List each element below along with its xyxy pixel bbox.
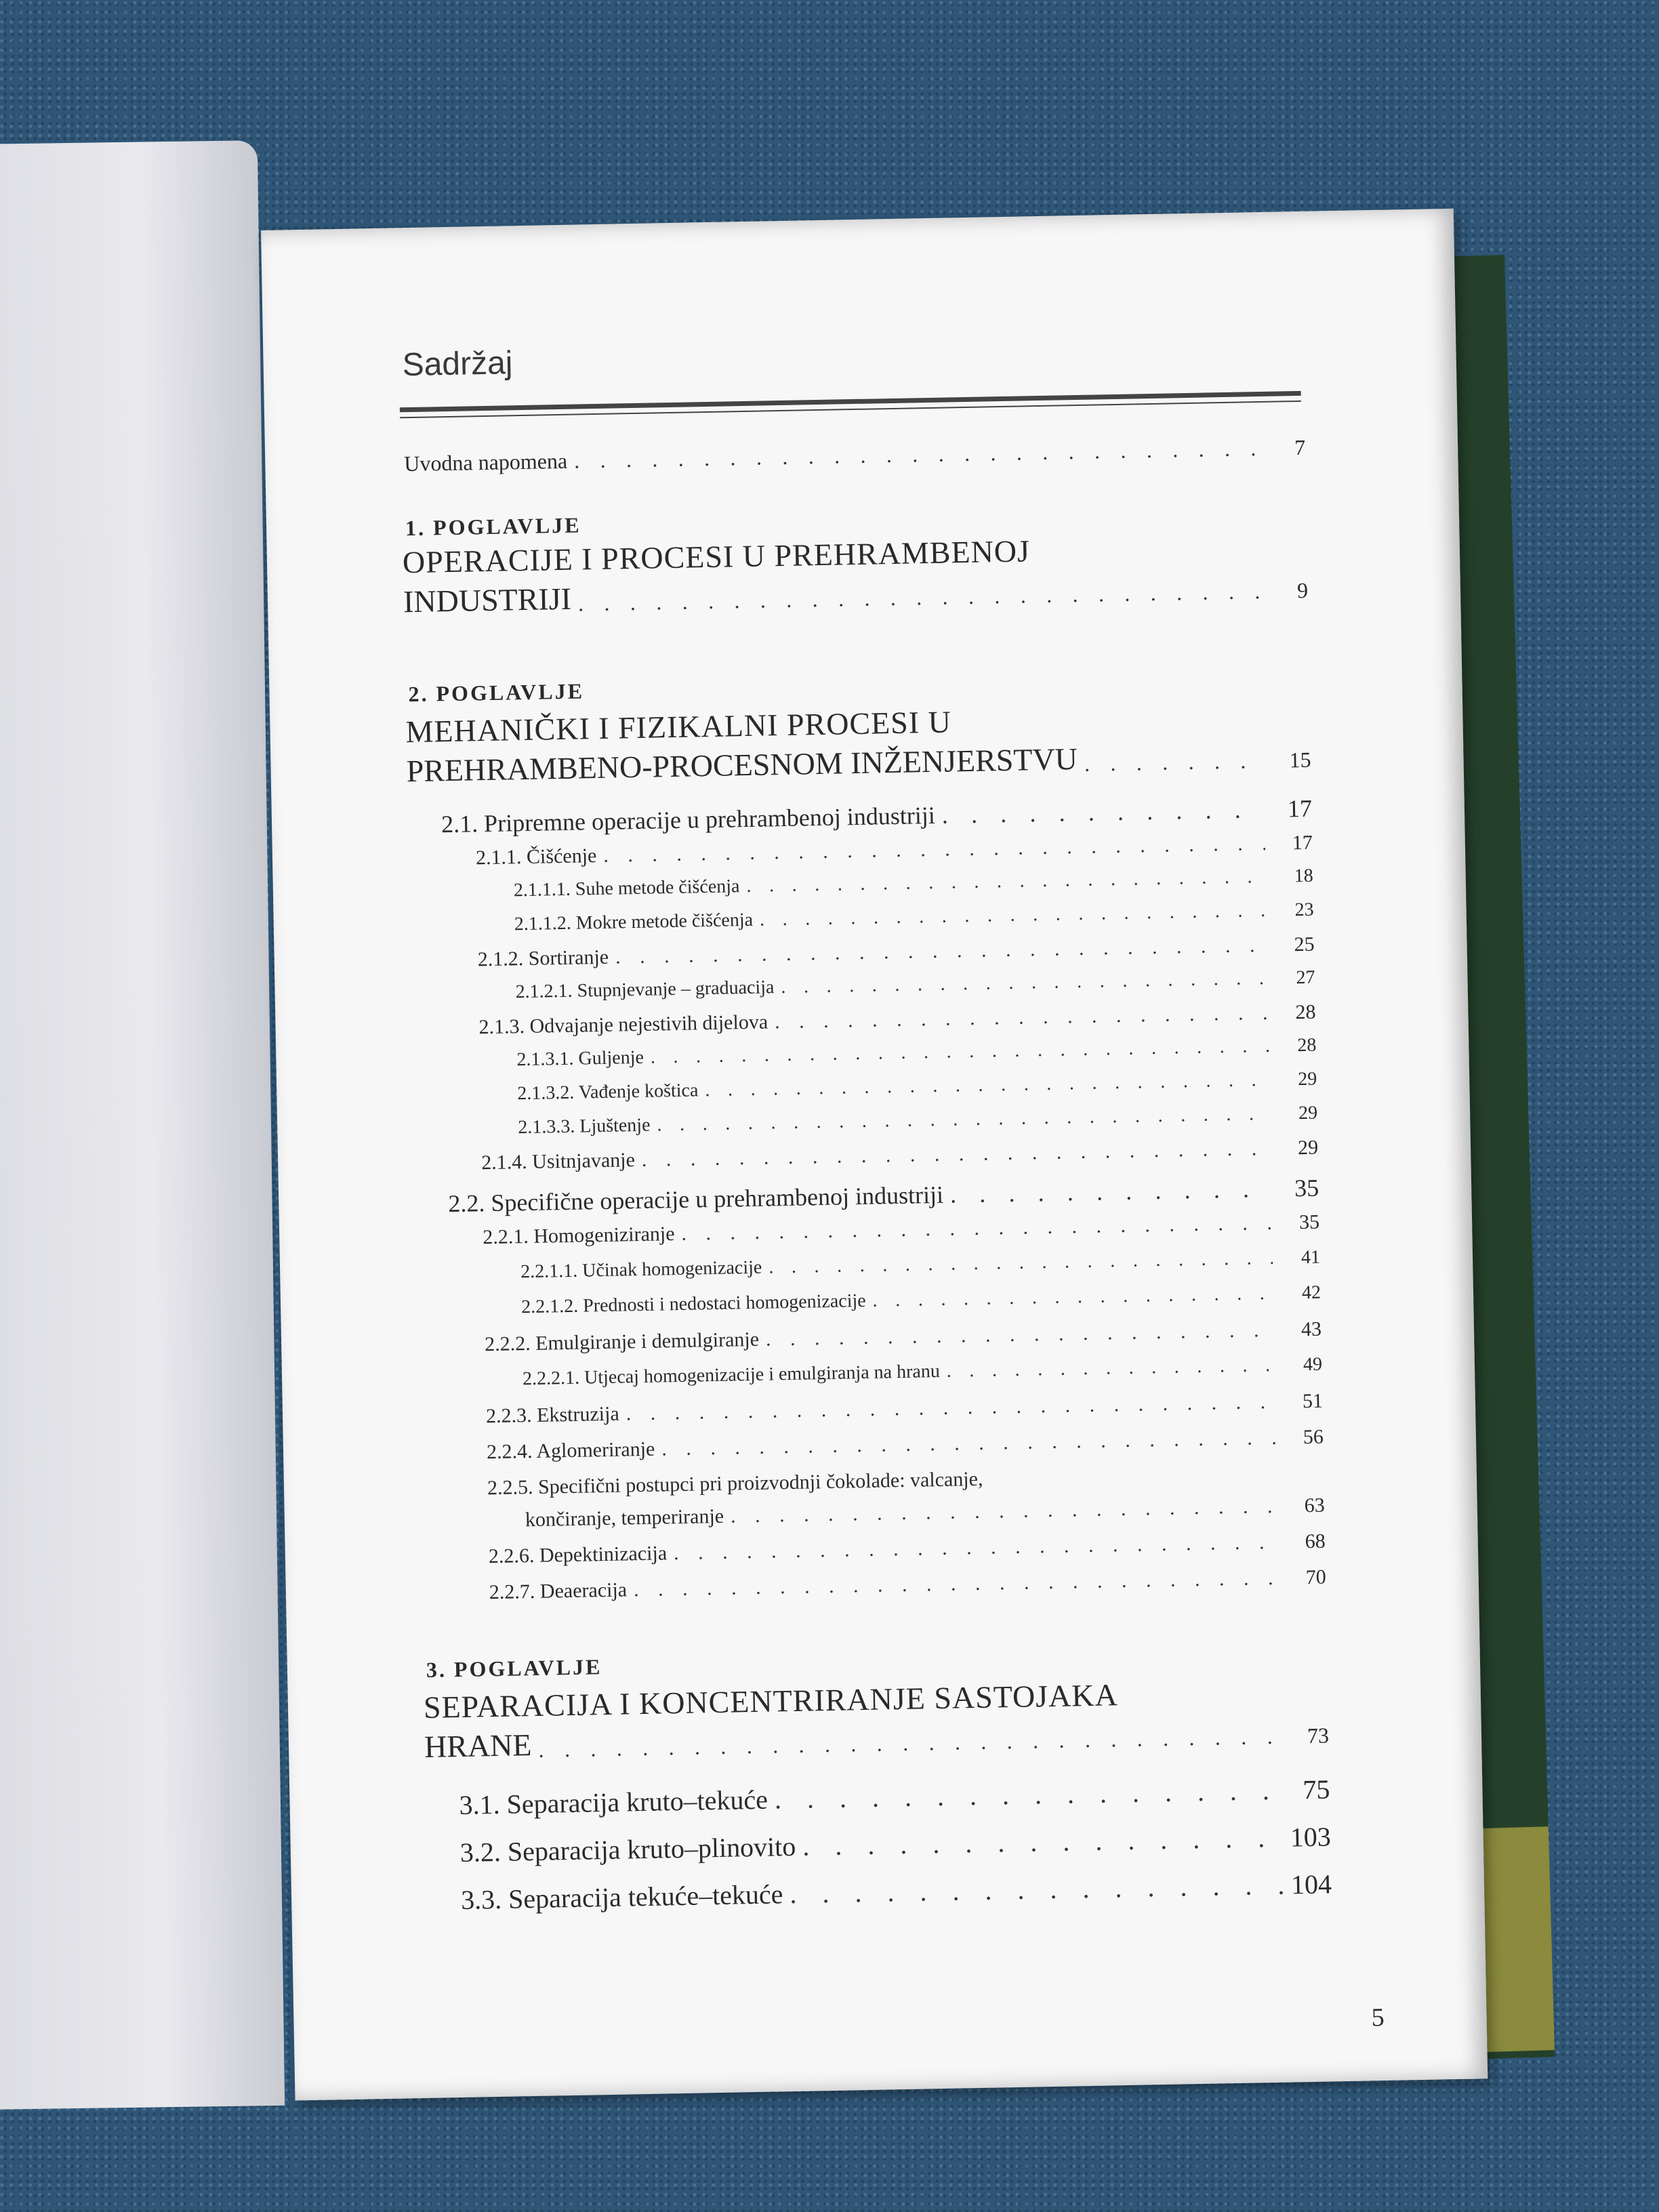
chapter-title-line1: MEHANIČKI I FIZIKALNI PROCESI U [405, 704, 952, 750]
toc-entry [489, 1566, 1326, 1605]
leader-dots [661, 1427, 1276, 1461]
leader-dots [1084, 748, 1264, 777]
toc-entry-page: 41 [1300, 1246, 1321, 1269]
leader-dots [746, 866, 1266, 897]
toc-entry-label: 2.2.7. Deaeracija [489, 1578, 628, 1604]
toc-entry-page: 7 [1294, 434, 1306, 460]
leader-dots [615, 934, 1267, 969]
leader-dots [766, 1319, 1275, 1351]
toc-entry-page: 17 [1292, 831, 1313, 855]
leader-dots [674, 1531, 1278, 1565]
toc-entry [441, 794, 1313, 839]
leader-dots [705, 1069, 1269, 1101]
toc-entry [478, 1001, 1315, 1040]
leader-dots [626, 1391, 1275, 1426]
toc-entry [483, 1211, 1319, 1250]
toc-entry-label: 2.2.1. Homogeniziranje [482, 1223, 675, 1249]
toc-entry-page: 17 [1287, 794, 1313, 823]
chapter-tag: 3. POGLAVLJE [426, 1654, 602, 1682]
toc-entry-label: 2.1.1.2. Mokre metode čišćenja [514, 909, 754, 935]
leader-dots [574, 436, 1258, 473]
leader-dots [790, 1869, 1284, 1910]
toc-entry-page: 68 [1305, 1530, 1326, 1553]
toc-entry [514, 899, 1314, 936]
toc-entry [525, 1494, 1325, 1532]
toc-entry [486, 1390, 1323, 1429]
toc-entry [520, 1247, 1320, 1284]
toc-entry-page: 28 [1295, 1000, 1316, 1024]
toc-entry-label: 2.2.1.1. Učinak homogenizacije [520, 1256, 762, 1283]
toc-entry-page: 18 [1294, 865, 1313, 887]
toc-entry [481, 1136, 1318, 1175]
leader-dots [872, 1283, 1273, 1312]
page-number: 5 [1371, 2003, 1385, 2032]
toc-entry-page: 42 [1301, 1282, 1322, 1304]
left-page [0, 140, 285, 2110]
toc-entry-label: 3.3. Separacija tekuće–tekuće [460, 1879, 783, 1916]
chapter-tag: 1. POGLAVLJE [405, 512, 581, 541]
toc-entry-page: 103 [1290, 1821, 1332, 1853]
toc-entry-label: 2.2.2. Emulgiranje i demulgiranje [484, 1328, 760, 1356]
toc-entry-page: 56 [1303, 1425, 1324, 1449]
toc-entry [485, 1318, 1322, 1357]
toc-entry-page: 15 [1289, 747, 1311, 773]
toc-entry-page: 23 [1294, 899, 1314, 921]
leader-dots [731, 1495, 1277, 1528]
toc-entry-page: 63 [1304, 1494, 1326, 1517]
chapter-tag: 2. POGLAVLJE [408, 678, 585, 707]
toc-entry-label: 2.2.1.2. Prednosti i nedostaci homogenizacije [520, 1290, 866, 1318]
toc-entry-label: 2.2.4. Aglomeriranje [486, 1437, 655, 1464]
toc-entry-page: 104 [1290, 1868, 1332, 1900]
toc-entry [489, 1530, 1326, 1569]
chapter-title-line1: SEPARACIJA I KONCENTRIRANJE SASTOJAKA [423, 1677, 1119, 1725]
chapter-title-line1: OPERACIJE I PROCESI U PREHRAMBENOJ [402, 533, 1031, 580]
toc-entry-page: 75 [1303, 1774, 1330, 1805]
toc-entry-intro [404, 435, 1305, 476]
toc-entry-label: končiranje, temperiranje [525, 1504, 724, 1532]
toc-entry-page: 35 [1294, 1174, 1319, 1202]
book-page [261, 209, 1488, 2101]
toc-entry-label: 2.1.3. Odvajanje nejestivih dijelova [478, 1010, 769, 1039]
toc-entry-page: 9 [1296, 577, 1309, 603]
toc-entry [514, 865, 1313, 902]
toc-entry-label: 2.2.2.1. Utjecaj homogenizacije i emulgiranja na hranu [522, 1360, 941, 1390]
toc-entry-label: 2.1. Pripremne operacije u prehrambenoj industriji [441, 801, 936, 838]
leader-dots [802, 1822, 1284, 1862]
leader-dots [538, 1724, 1282, 1763]
toc-entry [461, 1868, 1332, 1916]
toc-entry-page: 25 [1294, 933, 1315, 956]
toc-entry-page: 28 [1297, 1034, 1317, 1057]
toc-entry-label: 2.1.3.2. Vađenje koštica [517, 1080, 699, 1105]
leader-dots [950, 1174, 1272, 1209]
toc-entry-label: 2.1.3.1. Guljenje [516, 1046, 644, 1071]
leader-dots [775, 1002, 1269, 1033]
toc-entry [515, 967, 1315, 1004]
toc-entry-page: 51 [1302, 1389, 1324, 1413]
toc-entry-label: 2.1.1.1. Suhe metode čišćenja [513, 876, 740, 901]
toc-entry [459, 1773, 1330, 1821]
chapter-title-line2: INDUSTRIJI [403, 581, 572, 619]
toc-entry [448, 1174, 1319, 1218]
toc-entry-page: 29 [1298, 1102, 1318, 1124]
toc-entry [477, 933, 1314, 972]
leader-dots [947, 1355, 1275, 1382]
leader-dots [634, 1567, 1279, 1601]
toc-entry [487, 1462, 1324, 1500]
leader-dots [781, 968, 1268, 998]
toc-entry-page: 35 [1298, 1210, 1320, 1234]
chapter-title-line2: PREHRAMBENO-PROCESNOM INŽENJERSTVU [406, 741, 1078, 789]
toc-entry [487, 1426, 1324, 1465]
toc-entry-label: 2.2.6. Depektinizacija [488, 1542, 668, 1568]
leader-dots [760, 900, 1267, 931]
toc-entry-label: 2.1.1. Čišćenje [475, 844, 597, 869]
toc-heading: Sadržaj [402, 345, 513, 384]
leader-dots [941, 795, 1265, 830]
toc-entry-label: 2.1.4. Usitnjavanje [480, 1149, 636, 1174]
leader-dots [681, 1212, 1272, 1246]
leader-dots [603, 832, 1265, 867]
toc-entry-label: 3.1. Separacija kruto–tekuće [459, 1784, 769, 1821]
toc-entry-label: Uvodna napomena [404, 448, 568, 476]
leader-dots [642, 1137, 1271, 1172]
toc-entry-label: 2.2. Specifične operacije u prehrambenoj industriji [447, 1181, 944, 1218]
leader-dots [769, 1248, 1273, 1279]
toc-entry-page: 70 [1305, 1565, 1326, 1589]
toc-entry [516, 1035, 1316, 1071]
leader-dots [651, 1036, 1269, 1069]
toc-entry [459, 1820, 1331, 1868]
toc-entry-page: 49 [1303, 1353, 1323, 1376]
toc-entry [517, 1069, 1317, 1105]
toc-entry [476, 832, 1313, 870]
toc-entry [521, 1282, 1321, 1319]
leader-dots [578, 579, 1261, 616]
leader-dots [657, 1103, 1270, 1136]
toc-entry [518, 1103, 1317, 1139]
toc-entry-label: 2.1.3.3. Ljuštenje [518, 1114, 651, 1139]
toc-entry-page: 43 [1300, 1317, 1322, 1341]
toc-entry-page: 29 [1297, 1068, 1317, 1090]
toc-entry [523, 1354, 1322, 1391]
leader-dots [774, 1774, 1282, 1816]
toc-entry-page: 27 [1296, 966, 1315, 989]
chapter-title-line2: HRANE [424, 1727, 532, 1764]
toc-entry-label: 2.2.3. Ekstruzija [485, 1402, 620, 1428]
toc-entry-page: 73 [1307, 1723, 1330, 1748]
toc-entry-label: 2.1.2. Sortiranje [477, 945, 609, 971]
toc-entry-label: 3.2. Separacija kruto–plinovito [459, 1830, 796, 1868]
toc-entry-label: 2.1.2.1. Stupnjevanje – graduacija [515, 977, 775, 1003]
toc-entry-label: 2.2.5. Specifični postupci pri proizvodnji čokolade: valcanje, [487, 1467, 983, 1500]
toc-entry-page: 29 [1297, 1136, 1319, 1160]
